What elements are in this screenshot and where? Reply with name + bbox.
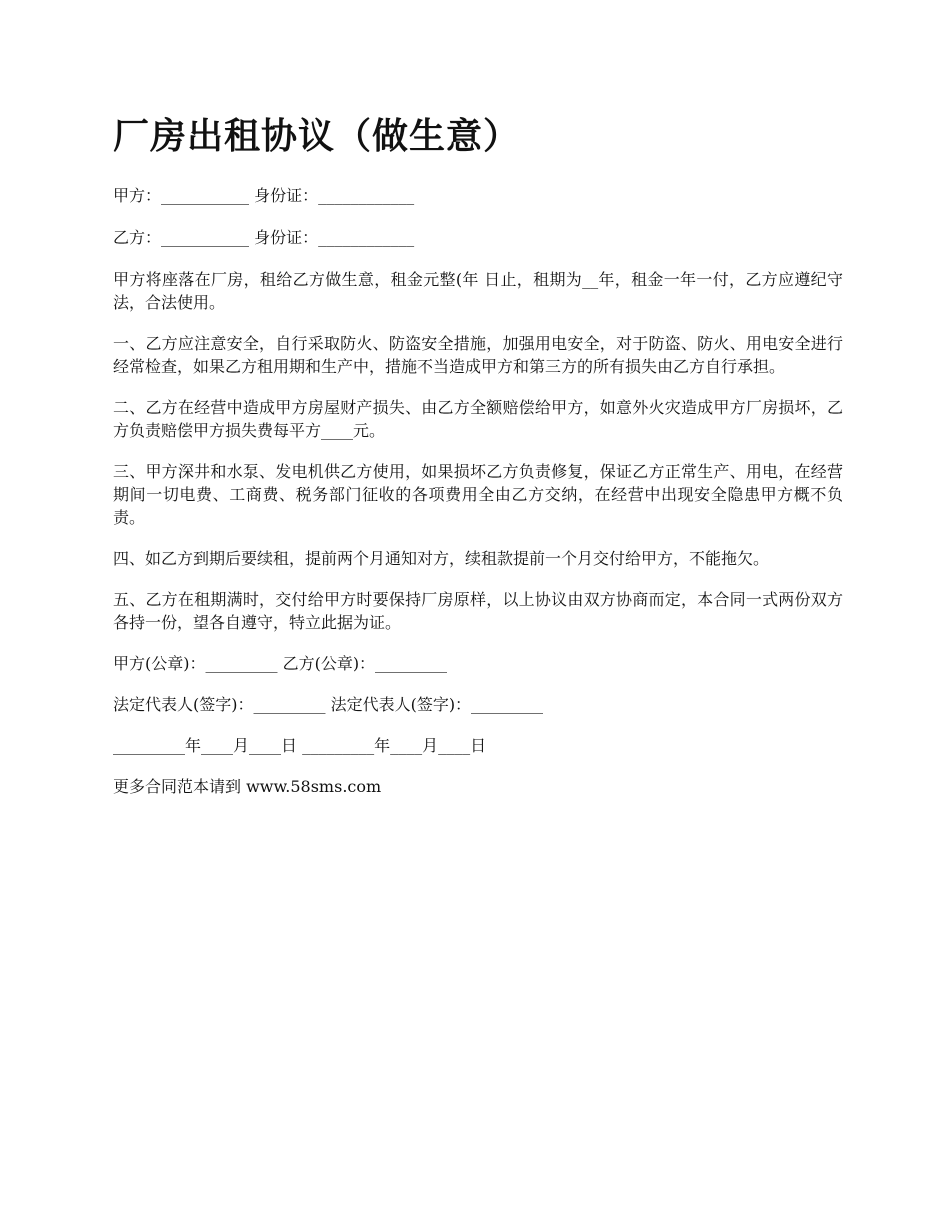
clause-1: 一、乙方应注意安全，自行采取防火、防盗安全措施，加强用电安全，对于防盗、防火、用电安全进行经常检查，如果乙方租用期和生产中，措施不当造成甲方和第三方的所有损失由乙方自行承担。: [113, 334, 843, 376]
date-line: _________年____月____日 _________年____月____日: [113, 736, 487, 755]
clause-2: 二、乙方在经营中造成甲方房屋财产损失、由乙方全额赔偿给甲方，如意外火灾造成甲方厂房损坏，乙方负责赔偿甲方损失费每平方____元。: [113, 398, 843, 440]
document-title: 厂房出租协议（做生意）: [113, 116, 521, 157]
intro-paragraph: 甲方将座落在厂房，租给乙方做生意，租金元整(年 日止，租期为__年，租金一年一付，乙方应遵纪守法，合法使用。: [113, 270, 843, 312]
document-page: [113, 112, 843, 816]
footer-note: 更多合同范本请到 www.58sms.com: [113, 777, 382, 796]
clause-4: 四、如乙方到期后要续租，提前两个月通知对方，续租款提前一个月交付给甲方，不能拖欠。: [113, 549, 770, 568]
seal-line: 甲方(公章)：_________ 乙方(公章)：_________: [113, 654, 448, 673]
clause-5: 五、乙方在租期满时，交付给甲方时要保持厂房原样，以上协议由双方协商而定，本合同一式两份双方各持一份，望各自遵守，特立此据为证。: [113, 590, 843, 632]
party-b-line: 乙方：___________ 身份证：____________: [113, 228, 415, 247]
clause-3: 三、甲方深井和水泵、发电机供乙方使用，如果损坏乙方负责修复，保证乙方正常生产、用电，在经营期间一切电费、工商费、税务部门征收的各项费用全由乙方交纳，在经营中出现安全隐患甲方概不负责。: [113, 462, 843, 527]
party-a-line: 甲方：___________ 身份证：____________: [113, 186, 415, 205]
representative-line: 法定代表人(签字)：_________ 法定代表人(签字)：_________: [113, 695, 544, 714]
